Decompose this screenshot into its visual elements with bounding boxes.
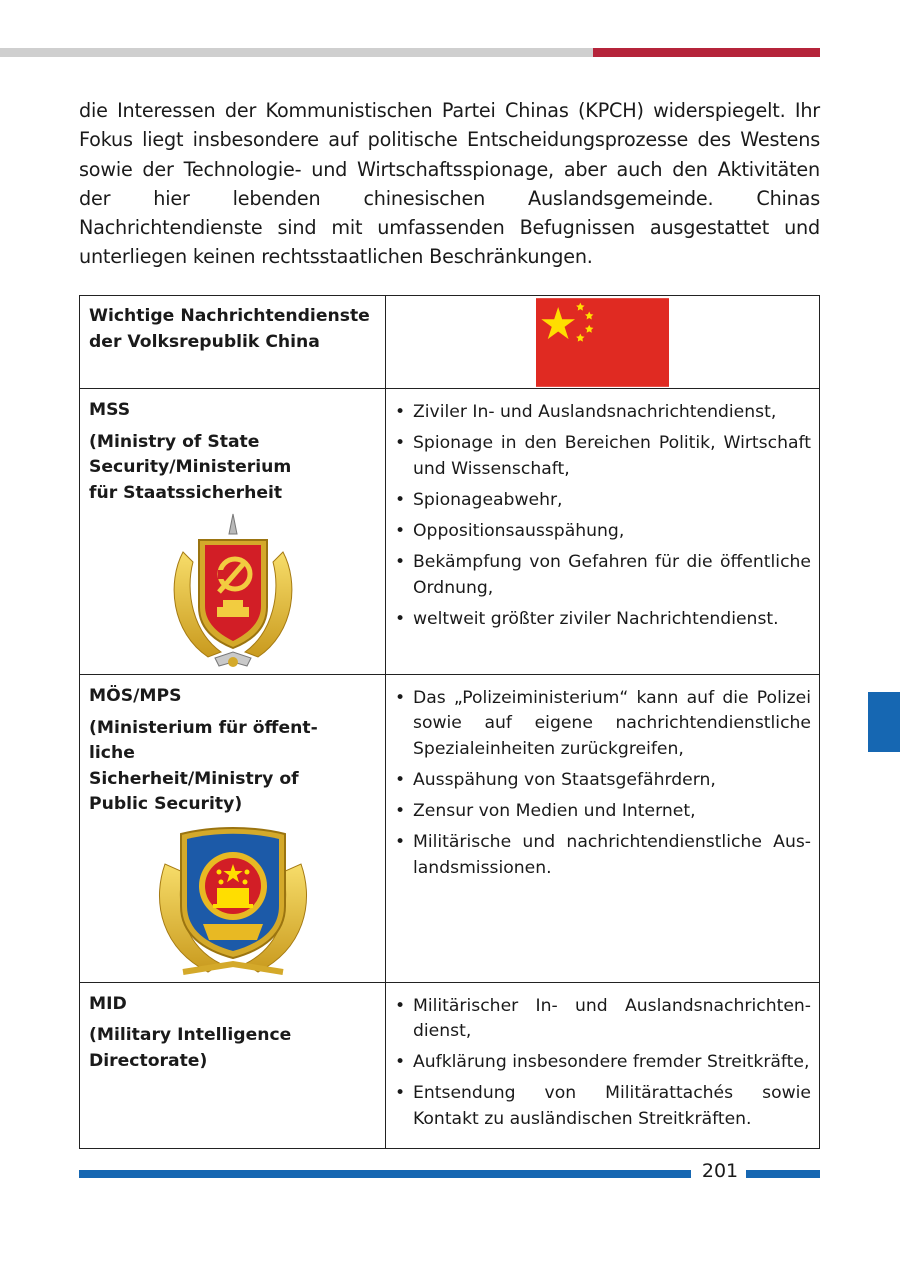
list-item: • Spionageabwehr, <box>413 488 811 513</box>
service-tasks-list <box>386 389 819 648</box>
footer-rule-left <box>79 1170 691 1178</box>
top-rule-grey <box>0 48 593 57</box>
page-number: 201 <box>701 1160 739 1182</box>
table-row-mid <box>80 982 820 1148</box>
service-abbreviation: MSS <box>89 400 131 420</box>
footer-rule-right <box>746 1170 820 1178</box>
list-item: • Spionage in den Bereichen Politik, Wirtschaft und Wissenschaft, <box>413 431 811 482</box>
table-row-mps <box>80 675 820 983</box>
mps-emblem-icon <box>153 824 313 982</box>
table-header-row <box>80 296 820 389</box>
service-name: (Ministerium für öffentliche Sicherheit/Ministry of Public Security) <box>89 717 318 814</box>
service-tasks-list <box>386 675 819 897</box>
list-item: • weltweit größter ziviler Nachrichtendienst. <box>413 607 811 632</box>
service-tasks-list <box>386 983 819 1148</box>
chapter-tab <box>868 692 900 752</box>
list-item: • Ausspähung von Staatsgefährdern, <box>413 768 811 793</box>
mss-emblem-icon <box>163 512 303 674</box>
top-rule-red <box>593 48 820 57</box>
service-abbreviation: MID <box>89 993 127 1014</box>
service-name: (Military Intelligence Directorate) <box>89 1025 292 1071</box>
list-item: • Bekämpfung von Gefahren für die öffentliche Ordnung, <box>413 550 811 601</box>
list-item: • Militärische und nachrichtendienstliche Auslandsmissionen. <box>413 830 811 881</box>
intro-paragraph: die Interessen der Kommunistischen Partei Chinas (KPCH) widerspiegelt. Ihr Fokus liegt insbesondere auf politische Entscheidungsprozesse des Westens sowie der Technologie- und Wirtschaftsspionage, aber auch den Aktivitäten der hier lebenden chinesischen Auslandsgemeinde. Chinas Nachrichtendienste sind mit umfassenden Befugnissen ausgestattet und unterliegen keinen rechtsstaatlichen Beschränkungen. <box>79 99 820 269</box>
service-abbreviation: MÖS/MPS <box>89 686 182 706</box>
list-item: • Entsendung von Militärattachés sowie Kontakt zu ausländischen Streitkräften. <box>413 1081 811 1132</box>
table-header-title: Wichtige Nachrichtendienste der Volksrepublik China <box>89 306 370 352</box>
table-row-mss <box>80 389 820 675</box>
list-item: • Ziviler In- und Auslandsnachrichtendienst, <box>413 400 811 425</box>
list-item: • Zensur von Medien und Internet, <box>413 799 811 824</box>
list-item: • Das „Polizeiministerium“ kann auf die Polizei sowie auf eigene nachrichtendienstliche Spezialeinheiten zurückgreifen, <box>413 686 811 762</box>
china-flag-icon <box>536 298 669 387</box>
list-item: • Aufklärung insbesondere fremder Streitkräfte, <box>413 1050 811 1075</box>
service-name: (Ministry of State Security/Ministerium für Staatssicherheit <box>89 431 292 503</box>
list-item: • Oppositionsausspähung, <box>413 519 811 544</box>
list-item: • Militärischer In- und Auslandsnachrichtendienst, <box>413 994 811 1045</box>
intelligence-services-table <box>79 295 820 1149</box>
